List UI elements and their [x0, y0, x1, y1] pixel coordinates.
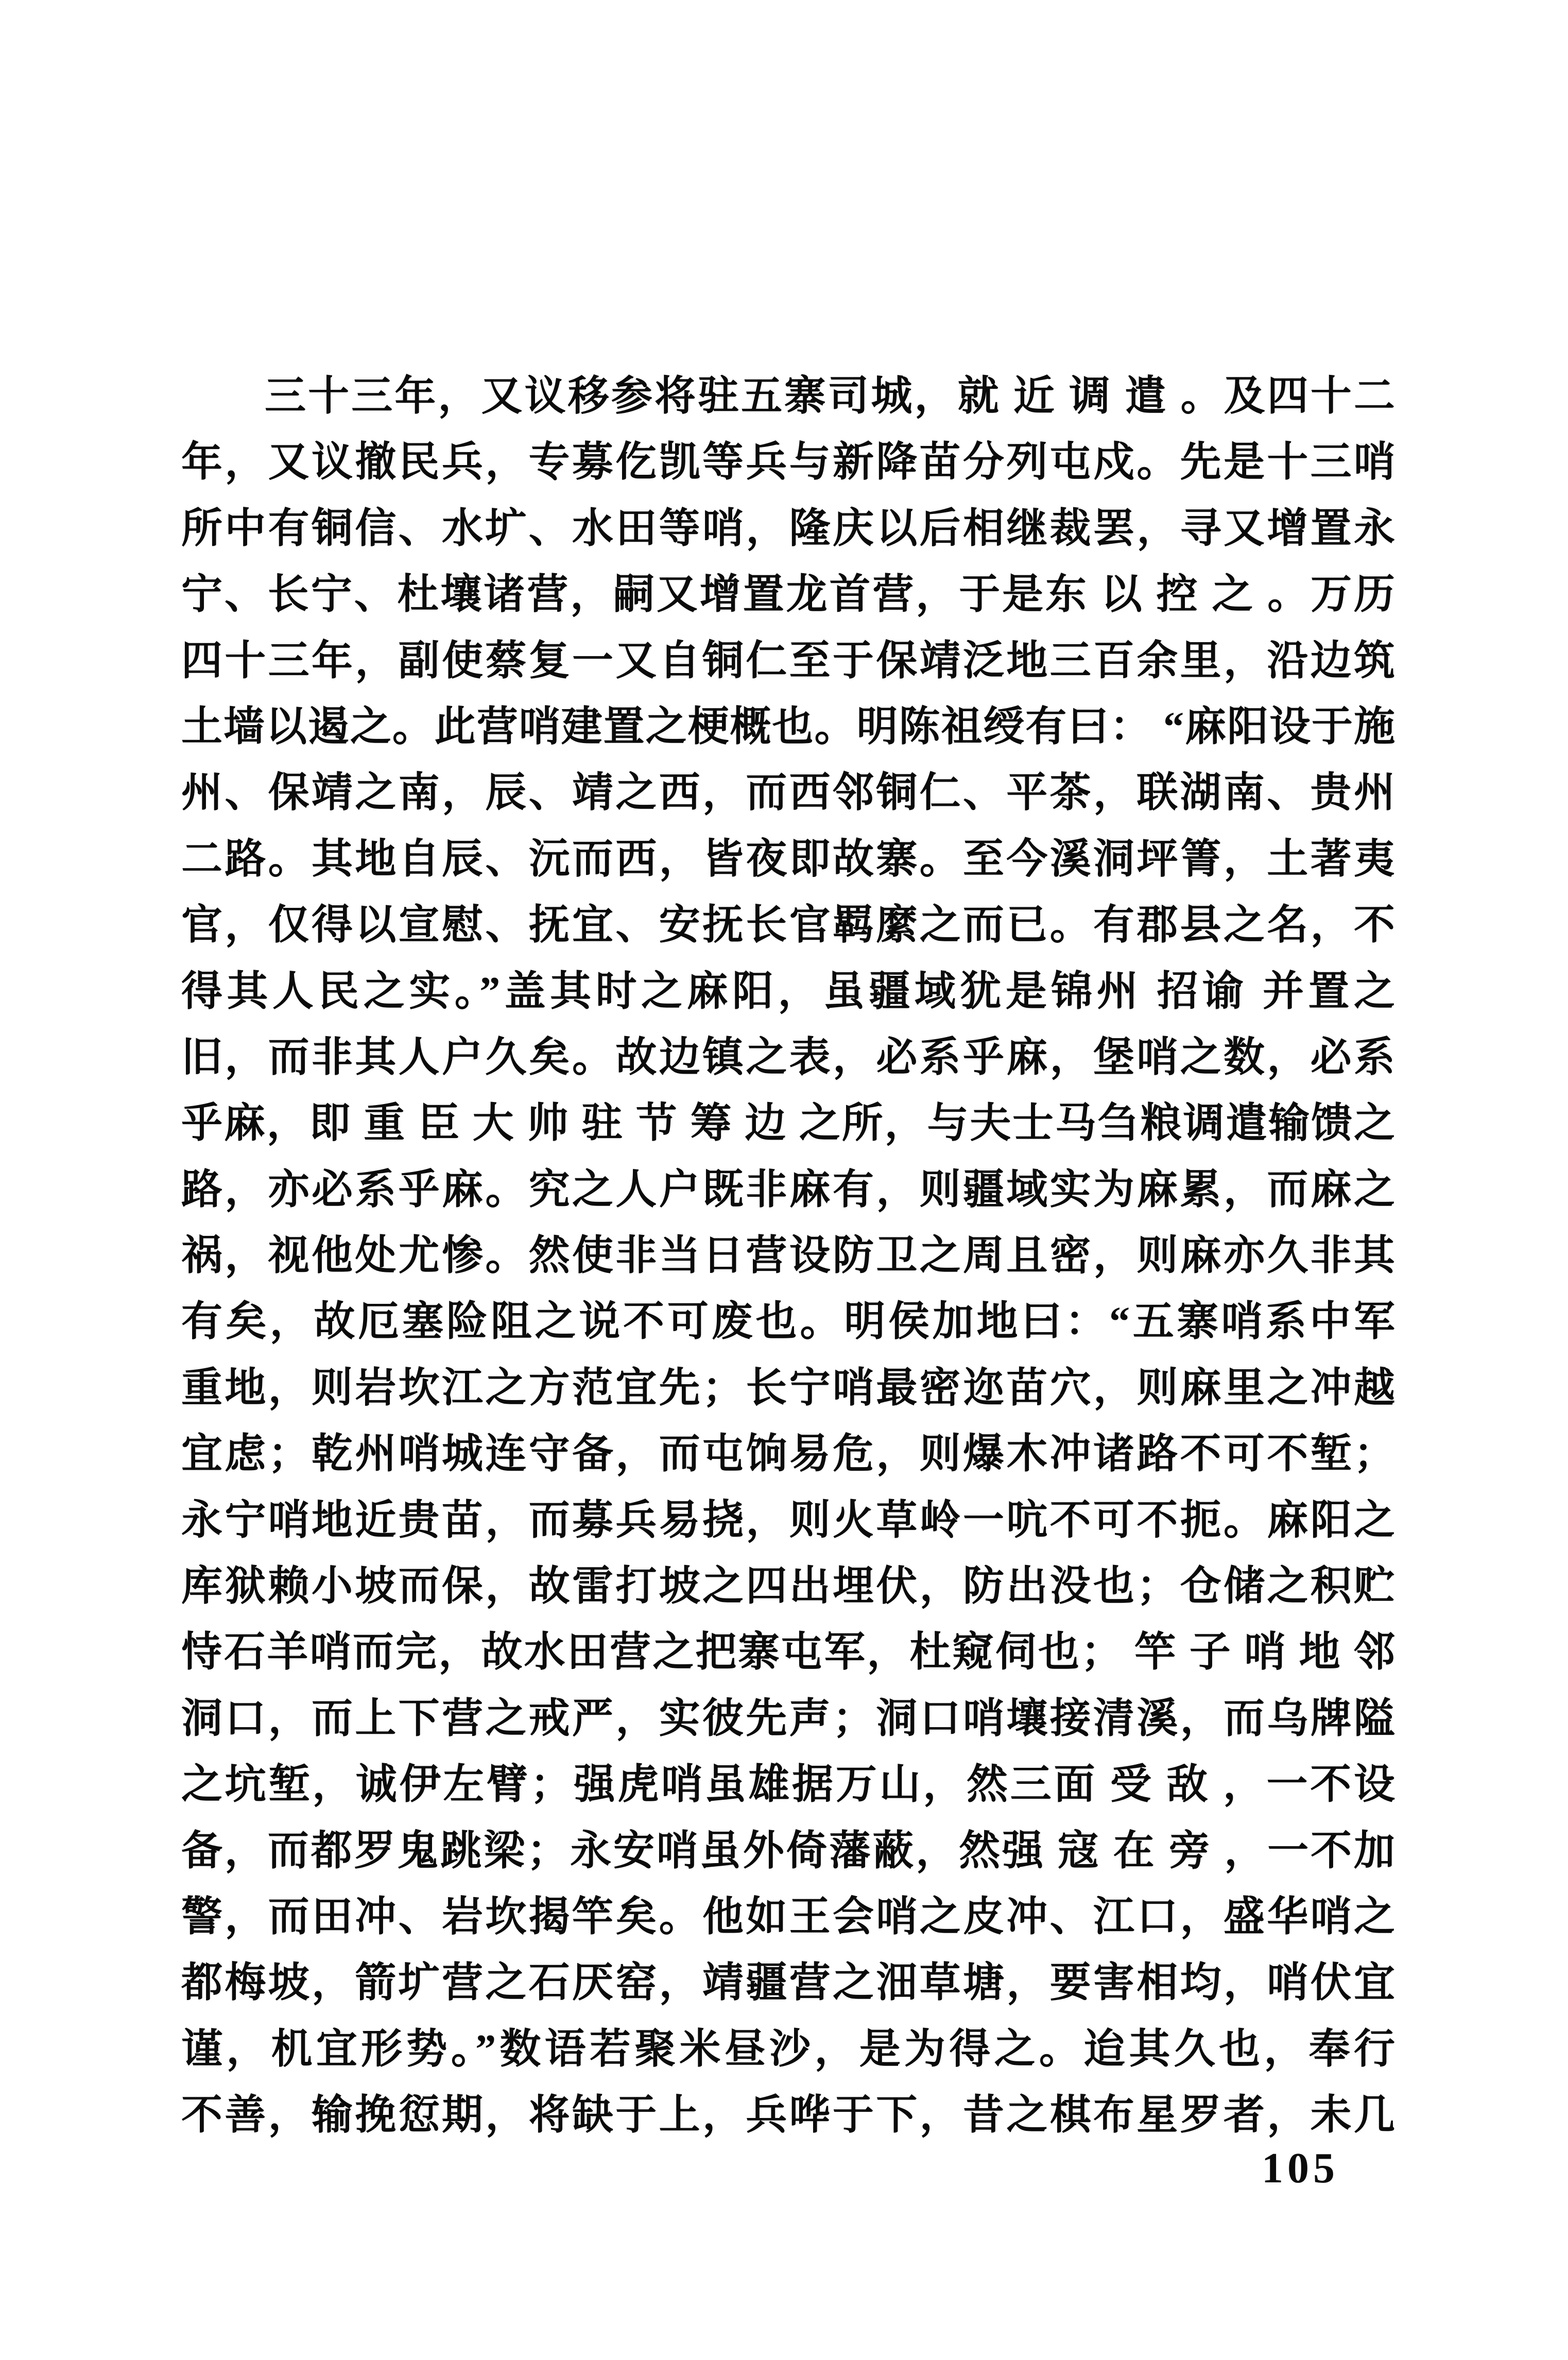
- text-line: 库狱赖小坡而保，故雷打坡之四出埋伏，防出没也；仓储之积贮: [181, 1564, 1395, 1610]
- text-line: 都梅坡，箭圹营之石厌窑，靖疆营之沺草塘，要害相均，哨伏宜: [181, 1960, 1395, 2006]
- text-line: 之坑堑，诚伊左臂；强虎哨虽雄据万山，然三面 受 敌 ，一不设: [181, 1762, 1395, 1808]
- text-line: 所中有铜信、水圹、水田等哨，隆庆以后相继裁罢，寻又增置永: [181, 506, 1395, 552]
- text-line: 官，仅得以宣慰、抚宜、安抚长官羁縻之而已。有郡县之名，不: [181, 903, 1395, 949]
- text-line: 旧，而非其人户久矣。故边镇之表，必系乎麻，堡哨之数，必系: [181, 1035, 1395, 1080]
- text-line: 得其人民之实。”盖其时之麻阳，虽疆域犹是锦州 招谕 并置之: [181, 969, 1395, 1014]
- text-line: 宜虑；乾州哨城连守备，而屯饷易危，则爆木冲诸路不可不堑；: [181, 1432, 1395, 1477]
- text-line: 乎麻，即 重 臣 大 帅 驻 节 筹 边 之所，与夫士马刍粮调遣输馈之: [181, 1101, 1395, 1147]
- text-line: 二路。其地自辰、沅而西，皆夜即故寨。至今溪洞坪箐，土著夷: [181, 836, 1395, 882]
- text-line: 州、保靖之南，辰、靖之西，而西邻铜仁、平茶，联湖南、贵州: [181, 770, 1395, 816]
- text-line: 恃石羊哨而完，故水田营之把寨屯军，杜窥伺也； 竿 子 哨 地 邻: [181, 1630, 1395, 1676]
- page-number: 105: [1262, 2144, 1339, 2192]
- text-line: 年，又议撤民兵，专募仡凯等兵与新降苗分列屯戍。先是十三哨: [181, 440, 1395, 486]
- text-line: 备，而都罗鬼跳梁；永安哨虽外倚藩蔽，然强 寇 在 旁 ，一不加: [181, 1828, 1395, 1874]
- text-line: 不善，输挽愆期，将缺于上，兵哗于下，昔之棋布星罗者，未几: [181, 2093, 1395, 2139]
- text-line: 四十三年，副使蔡复一又自铜仁至于保靖泛地三百余里，沿边筑: [181, 638, 1395, 684]
- text-line: 洞口，而上下营之戒严，实彼先声；洞口哨壤接清溪，而乌牌隘: [181, 1696, 1395, 1742]
- text-line: 有矣，故厄塞险阻之说不可废也。明侯加地曰：“五寨哨系中军: [181, 1299, 1395, 1345]
- text-line: 路，亦必系乎麻。究之人户既非麻有，则疆域实为麻累，而麻之: [181, 1167, 1395, 1213]
- text-line: 祸，视他处尤惨。然使非当日营设防卫之周且密，则麻亦久非其: [181, 1233, 1395, 1279]
- text-line: 重地，则岩坎江之方范宜先；长宁哨最密迩苗穴，则麻里之冲越: [181, 1365, 1395, 1411]
- text-line: 土墙以遏之。此营哨建置之梗概也。明陈祖绶有曰： “麻阳设于施: [181, 704, 1395, 750]
- text-line: 谨，机宜形势。”数语若聚米昼沙，是为得之。迨其久也，奉行: [181, 2026, 1395, 2072]
- text-line: 三十三年，又议移参将驻五寨司城，就 近 调 遣 。及四十二: [265, 374, 1395, 419]
- text-line: 警，而田冲、岩坎揭竿矣。他如王会哨之皮冲、江口，盛华哨之: [181, 1894, 1395, 1940]
- text-line: 宁、长宁、杜壤诸营，嗣又增置龙首营，于是东 以 控 之 。万历: [181, 572, 1395, 618]
- body-text-block: [181, 364, 1395, 2149]
- text-line: 永宁哨地近贵苗，而募兵易挠，则火草岭一吭不可不扼。麻阳之: [181, 1497, 1395, 1543]
